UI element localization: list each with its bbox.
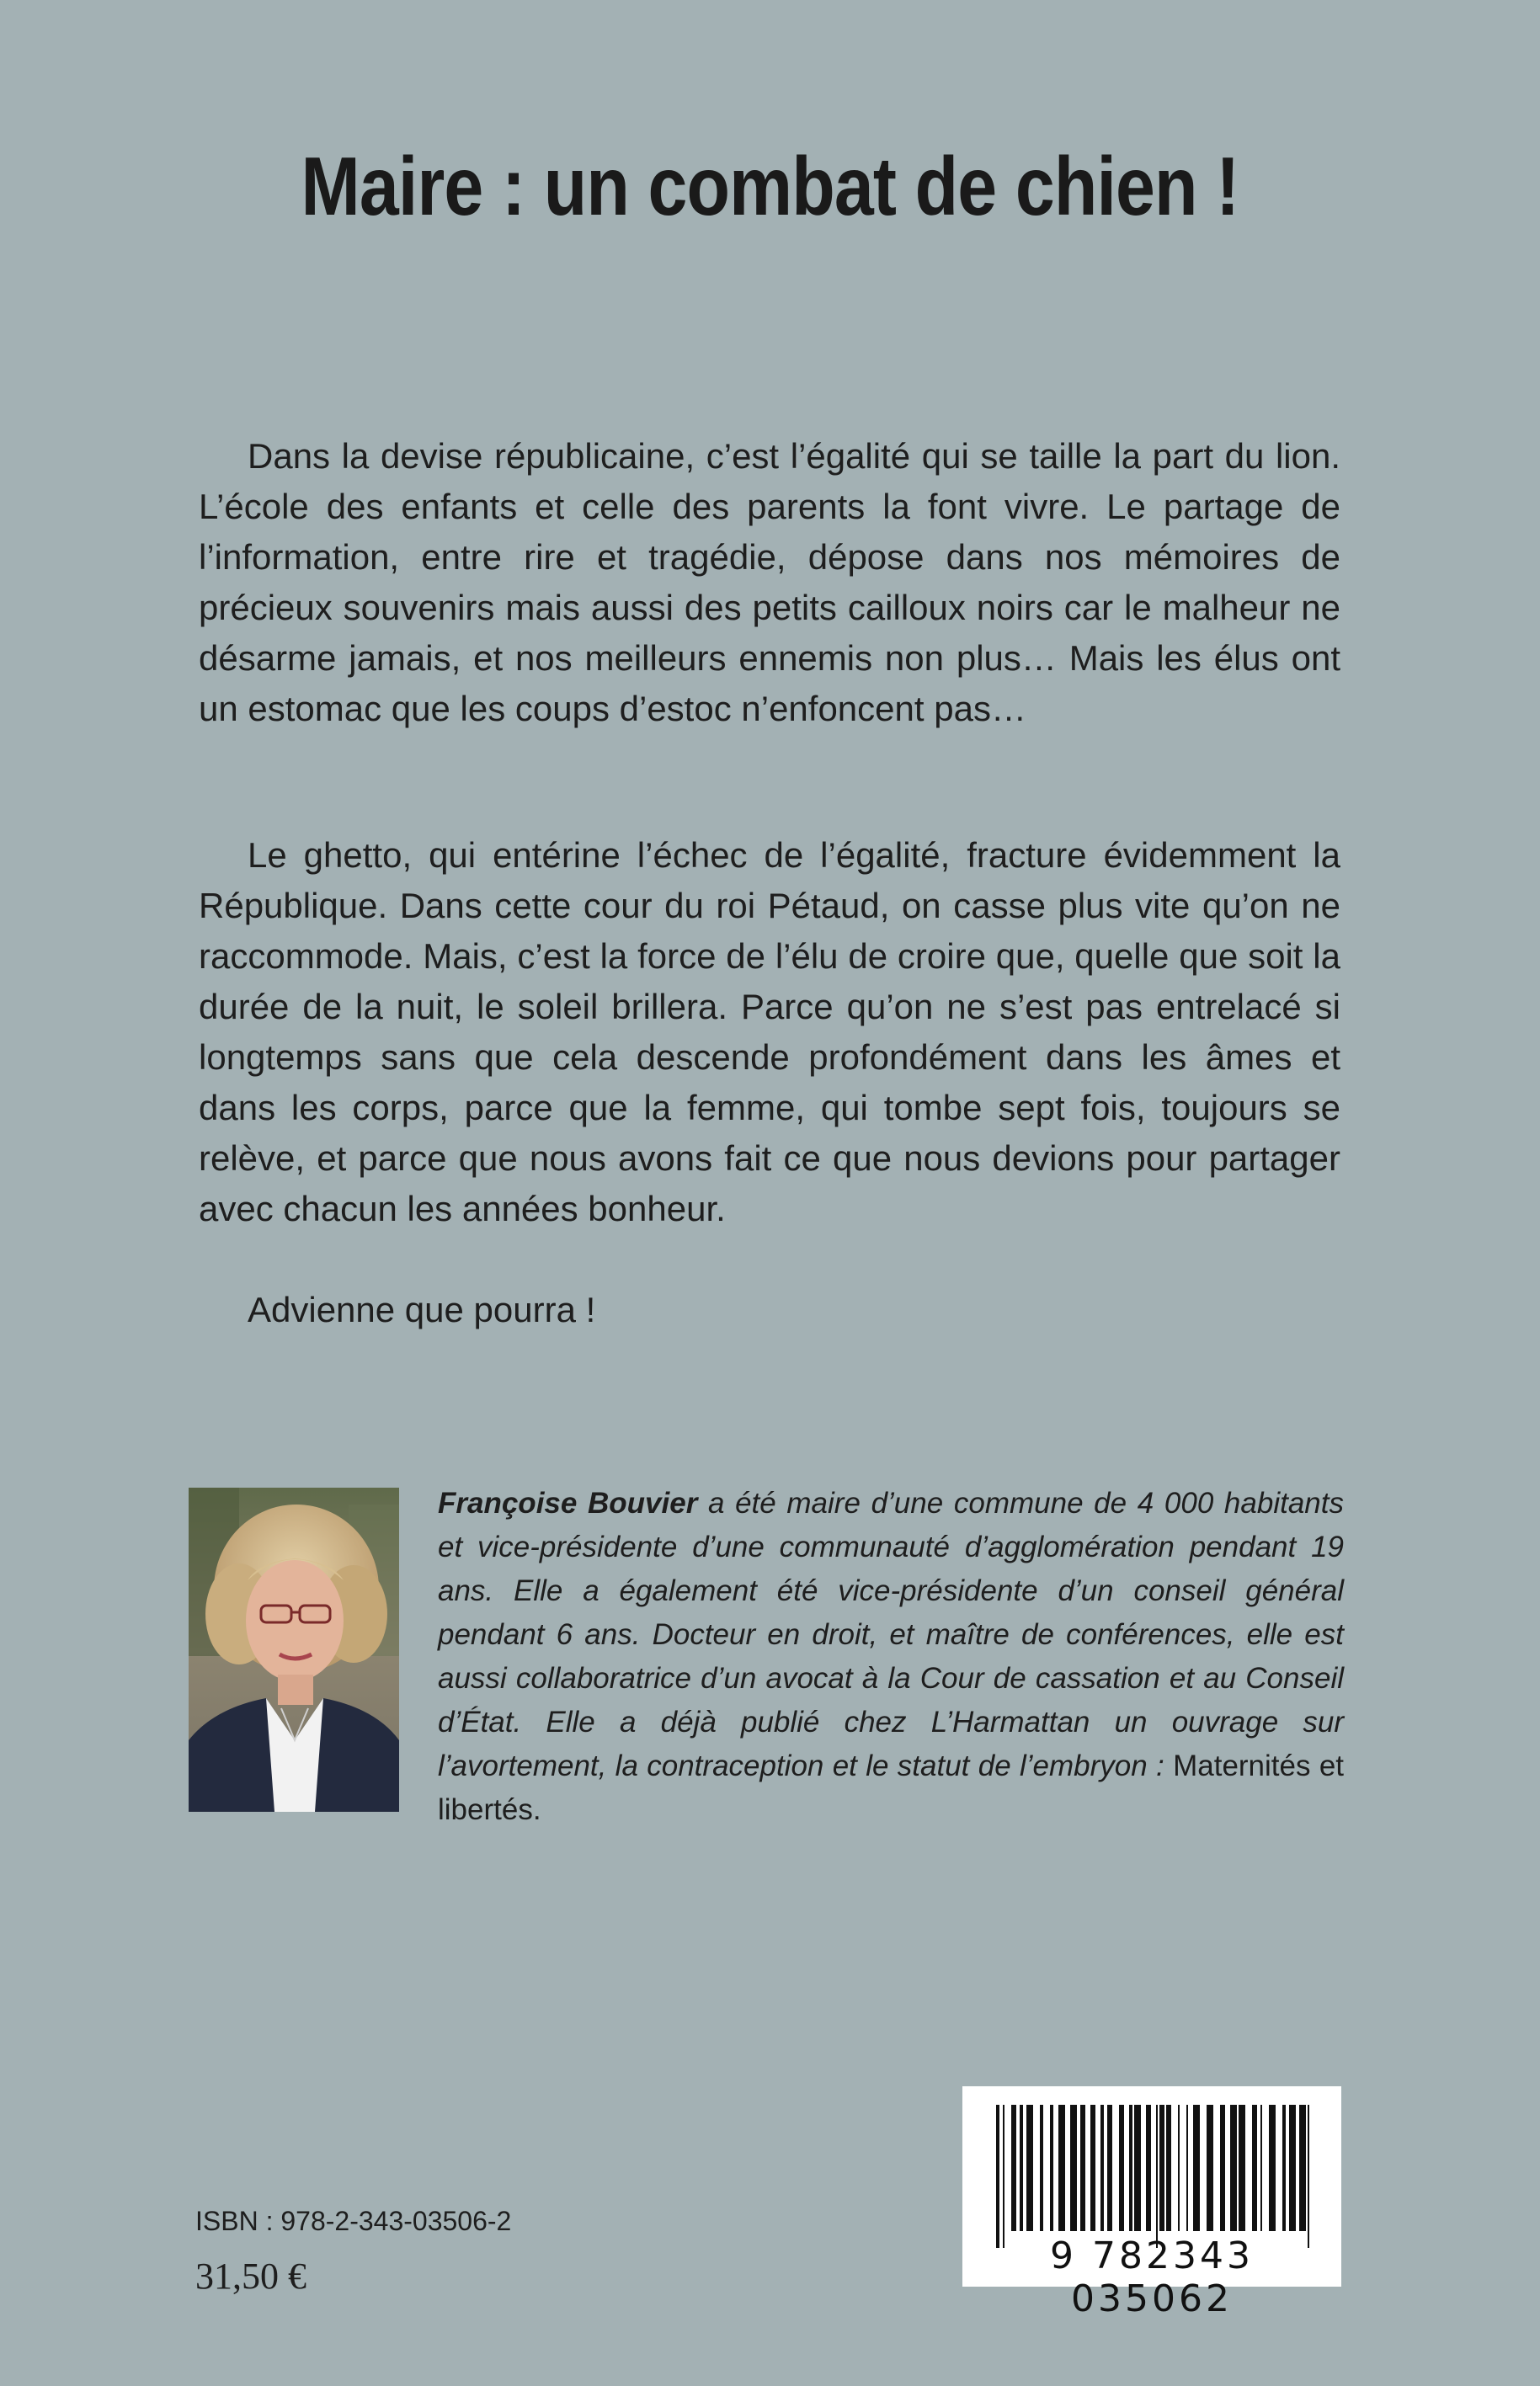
- barcode-bar: [1134, 2105, 1141, 2231]
- book-title-rest: un combat de chien !: [525, 140, 1239, 232]
- blurb-paragraph-3-text: Advienne que pourra !: [248, 1290, 596, 1329]
- barcode-bar: [1299, 2105, 1306, 2231]
- barcode-bar: [1070, 2105, 1077, 2231]
- barcode-bar: [1119, 2105, 1124, 2231]
- barcode-bar: [1107, 2105, 1112, 2231]
- barcode-bar: [1040, 2105, 1043, 2231]
- barcode-bar: [1090, 2105, 1095, 2231]
- book-title-bold: Maire :: [301, 140, 525, 232]
- barcode-bar: [1100, 2105, 1104, 2231]
- author-name: Françoise Bouvier: [438, 1487, 698, 1520]
- barcode-bar: [1011, 2105, 1016, 2231]
- author-previous-book: Maternités et libertés.: [438, 1750, 1345, 1826]
- barcode-bar: [1282, 2105, 1286, 2231]
- barcode-bar: [1289, 2105, 1296, 2231]
- barcode-bar: [1146, 2105, 1151, 2231]
- barcode-bar: [1026, 2105, 1033, 2231]
- price: 31,50 €: [195, 2256, 306, 2297]
- blurb-paragraph-1: [199, 431, 1340, 734]
- barcode-bar: [1230, 2105, 1237, 2231]
- barcode-bar: [1239, 2105, 1245, 2231]
- barcode-digits: 9 782343 035062: [1050, 2234, 1254, 2320]
- blurb-paragraph-1-text: Dans la devise républicaine, c’est l’égalité qui se taille la part du lion. L’école des enfants et celle des parents la font vivre. Le partage de l’information, entre rire et tragédie, dépose dans nos mémoires de précieux souvenirs mais aussi des petits cailloux noirs car le malheur ne désarme jamais, et nos meilleurs ennemis non plus… Mais les élus ont un estomac que les coups d’estoc n’enfoncent pas…: [199, 436, 1340, 728]
- barcode: [962, 2086, 1341, 2320]
- barcode-bar: [1020, 2105, 1023, 2231]
- author-photo: [189, 1488, 399, 1812]
- barcode-bar: [1207, 2105, 1213, 2231]
- barcode-bar: [1252, 2105, 1257, 2231]
- barcode-bar: [1308, 2105, 1309, 2248]
- barcode-bar: [1178, 2105, 1180, 2231]
- barcode-bar: [1129, 2105, 1132, 2231]
- barcode-bar: [1080, 2105, 1085, 2231]
- barcode-bar: [1220, 2105, 1225, 2231]
- barcode-bar: [1193, 2105, 1200, 2231]
- isbn: ISBN : 978-2-343-03506-2: [195, 2206, 512, 2236]
- barcode-bar: [1050, 2105, 1053, 2231]
- barcode-bar: [1058, 2105, 1065, 2231]
- barcode-bar: [1186, 2105, 1188, 2231]
- barcode-bar: [996, 2105, 999, 2248]
- barcode-bar: [1156, 2105, 1158, 2248]
- author-bio: [438, 1482, 1344, 1832]
- book-title: [108, 139, 1432, 234]
- barcode-bar: [1003, 2105, 1004, 2248]
- blurb-paragraph-2: [199, 830, 1340, 1234]
- author-bio-text: a été maire d’une commune de 4 000 habitants et vice-présidente d’une communauté d’agglomération pendant 19 ans. Elle a également été vice-présidente d’un conseil général pendant 6 ans. Docteur en droit, et maître de conférences, elle est aussi collaboratrice d’un avocat à la Cour de cassation et au Conseil d’État. Elle a déjà publié chez L’Harmattan un ouvrage sur l’avortement, la contraception et le statut de l’embryon :: [438, 1487, 1344, 1782]
- blurb-paragraph-2-text: Le ghetto, qui entérine l’échec de l’égalité, fracture évidemment la République. Dans cette cour du roi Pétaud, on casse plus vite qu’on ne raccommode. Mais, c’est la force de l’élu de croire que, quelle que soit la durée de la nuit, le soleil brillera. Parce qu’on ne s’est pas entrelacé si longtemps sans que cela descende profondément dans les âmes et dans les corps, parce que la femme, qui tombe sept fois, toujours se relève, et parce que nous avons fait ce que nous devions pour partager avec chacun les années bonheur.: [199, 835, 1340, 1228]
- barcode-bar: [1260, 2105, 1262, 2231]
- barcode-bar: [1166, 2105, 1171, 2231]
- blurb-paragraph-3: [199, 1285, 1340, 1335]
- barcode-bar: [1159, 2105, 1164, 2231]
- barcode-bar: [1269, 2105, 1276, 2231]
